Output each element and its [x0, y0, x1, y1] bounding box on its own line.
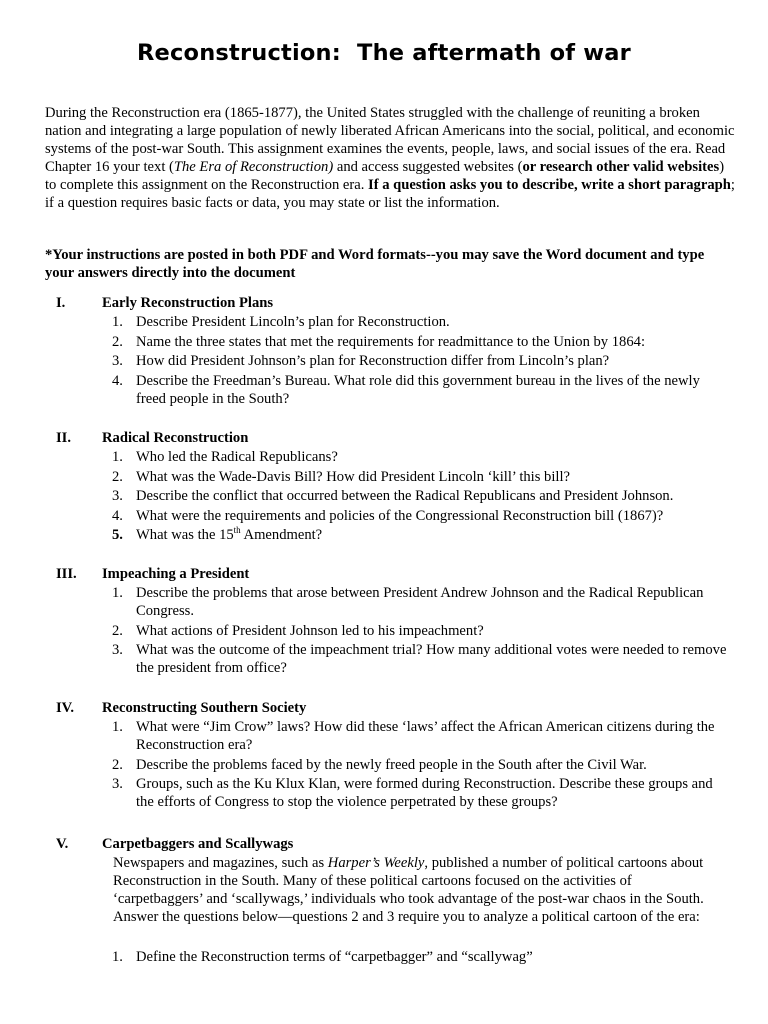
intro-text-3: ) to complete this assignment on the Reconstruction era. [45, 159, 725, 193]
instructions-note: *Your instructions are posted in both PDF and Word formats--you may save the Word document and type your answers directly into the document [45, 247, 705, 281]
section-numeral: III. [56, 566, 77, 582]
intro-bold-2: If a question asks you to describe, write a short paragraph [368, 177, 731, 193]
page-title: Reconstruction: The aftermath of war [137, 40, 631, 66]
question-number: 3. [112, 642, 123, 658]
question-text: Describe the problems faced by the newly freed people in the South after the Civil War. [136, 756, 647, 773]
question-item [102, 507, 727, 525]
question-item [102, 372, 727, 408]
section-paragraph [113, 854, 725, 926]
question-item [102, 487, 727, 505]
question-list [102, 718, 727, 813]
question-number: 1. [112, 949, 123, 965]
question-item [102, 948, 727, 966]
question-list [102, 448, 727, 546]
question-number: 2. [112, 756, 123, 773]
question-list [102, 313, 727, 409]
section-numeral: I. [56, 295, 66, 311]
question-item [102, 448, 727, 466]
question-item [102, 584, 727, 620]
question-item [102, 526, 727, 544]
section-heading: Carpetbaggers and Scallywags [102, 836, 294, 852]
question-text: What was the outcome of the impeachment trial? How many additional votes were needed to remove the president from office? [136, 642, 727, 676]
question-number: 3. [112, 353, 123, 369]
question-list [102, 948, 727, 968]
intro-paragraph [45, 104, 735, 212]
section-heading: Reconstructing Southern Society [102, 700, 307, 716]
intro-text-4: ; if a question requires basic facts or data, you may state or list the information. [45, 177, 735, 211]
section-heading: Impeaching a President [102, 566, 250, 582]
question-text-before: What was the 15 [136, 527, 234, 543]
question-list [102, 584, 727, 679]
question-number: 3. [112, 488, 123, 504]
intro-text-1: During the Reconstruction era (1865-1877), the United States struggled with the challenge of reuniting a broken nation and integrating a large population of newly liberated African Americans into the social, political, and economic systems of the post-war South. This assignment examines the events, people, laws, and social issues of the era. Read Chapter 16 your text ( [45, 105, 735, 175]
question-text: Who led the Radical Republicans? [136, 449, 338, 465]
section-heading: Early Reconstruction Plans [102, 295, 274, 311]
section-numeral: II. [56, 430, 72, 446]
question-text-after: Amendment? [240, 527, 323, 543]
section-numeral: V. [56, 836, 69, 852]
question-item [102, 718, 727, 754]
question-text: Describe President Lincoln’s plan for Reconstruction. [136, 314, 450, 330]
question-text: What was the Wade-Davis Bill? How did President Lincoln ‘kill’ this bill? [136, 468, 570, 485]
question-text: Name the three states that met the requirements for readmittance to the Union by 1864: [136, 333, 645, 350]
question-number: 1. [112, 719, 123, 735]
question-number: 1. [112, 585, 123, 601]
intro-bold-1: or research other valid websites [522, 159, 720, 175]
question-text: Describe the conflict that occurred between the Radical Republicans and President Johnson. [136, 488, 674, 504]
question-number: 4. [112, 507, 123, 524]
ordinal-suffix: th [233, 525, 241, 535]
question-item [102, 756, 727, 774]
question-text: What were “Jim Crow” laws? How did these ‘laws’ affect the African American citizens during the Reconstruction era? [136, 719, 715, 753]
question-item [102, 641, 727, 677]
question-text: Describe the Freedman’s Bureau. What role did this government bureau in the lives of the newly freed people in the South? [136, 372, 700, 407]
para-text-after: , published a number of political cartoons about Reconstruction in the South. Many of these political cartoons focused on the activities of ‘carpetbaggers’ and ‘scallywags,’ individuals who took advantage of the post-war chaos in the South. Answer the questions below—questions 2 and 3 require you to analyze a political cartoon of the era: [113, 855, 704, 925]
question-text: How did President Johnson’s plan for Reconstruction differ from Lincoln’s plan? [136, 353, 610, 369]
question-text: Groups, such as the Ku Klux Klan, were formed during Reconstruction. Describe these groups and the efforts of Congress to stop the violence perpetrated by these groups? [136, 776, 713, 810]
question-text: What were the requirements and policies of the Congressional Reconstruction bill (1867)? [136, 507, 664, 524]
question-number: 2. [112, 468, 123, 485]
question-item [102, 468, 727, 486]
question-number: 4. [112, 372, 123, 389]
question-text: What actions of President Johnson led to his impeachment? [136, 622, 484, 639]
question-number: 1. [112, 449, 123, 465]
intro-book-title: The Era of Reconstruction) [173, 159, 334, 175]
question-item [102, 775, 727, 811]
section-numeral: IV. [56, 700, 74, 716]
para-text-before: Newspapers and magazines, such as [113, 855, 328, 871]
question-text: Define the Reconstruction terms of “carpetbagger” and “scallywag” [136, 949, 533, 965]
question-item [102, 333, 727, 351]
question-number: 1. [112, 314, 123, 330]
question-text: Describe the problems that arose between President Andrew Johnson and the Radical Republican Congress. [136, 585, 704, 619]
question-item [102, 352, 727, 370]
question-item [102, 622, 727, 640]
question-number: 2. [112, 622, 123, 639]
section-heading: Radical Reconstruction [102, 430, 249, 446]
question-number: 2. [112, 333, 123, 350]
intro-text-2: and access suggested websites ( [333, 159, 523, 175]
question-number: 5. [112, 527, 123, 543]
publication-title: Harper’s Weekly [327, 855, 425, 871]
question-number: 3. [112, 776, 123, 792]
question-item [102, 313, 727, 331]
